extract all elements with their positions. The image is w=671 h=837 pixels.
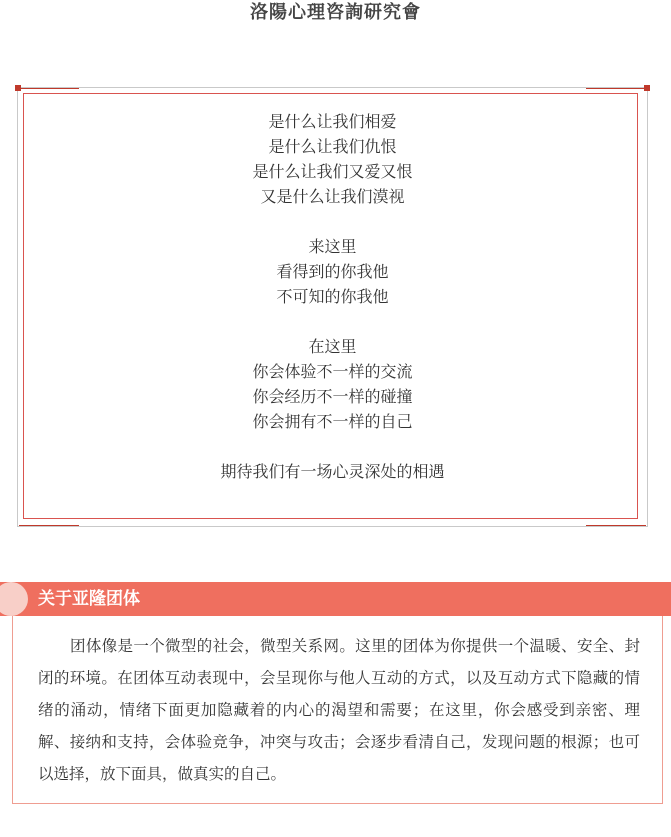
poem-line: 又是什么让我们漠视 xyxy=(260,187,405,206)
poem-line: 期待我们有一场心灵深处的相遇 xyxy=(220,462,445,481)
about-section-title: 关于亚隆团体 xyxy=(38,589,140,609)
poem-line: 是什么让我们仇恨 xyxy=(268,137,397,156)
poem-line: 你会拥有不一样的自己 xyxy=(252,412,413,431)
poem-line: 在这里 xyxy=(308,337,357,356)
accent-line-bottom-left xyxy=(19,525,79,526)
poem-line: 你会体验不一样的交流 xyxy=(252,362,413,381)
poem-stanza-3 xyxy=(17,334,648,434)
poem-frame xyxy=(17,87,648,527)
poem-stanza-1 xyxy=(17,109,648,209)
accent-line-top-left xyxy=(19,88,79,89)
poem-line: 你会经历不一样的碰撞 xyxy=(252,387,413,406)
poem-stanza-2 xyxy=(17,234,648,309)
accent-line-top-right xyxy=(586,88,646,89)
org-title: 洛陽心理咨詢研究會 xyxy=(250,2,421,23)
org-header xyxy=(0,0,671,28)
about-section-body: 团体像是一个微型的社会，微型关系网。这里的团体为你提供一个温暖、安全、封闭的环境。在团体互动表现中，会呈现你与他人互动的方式，以及互动方式下隐藏的情绪的涌动，情绪下面更加隐藏着的内心的渴望和需要；在这里，你会感受到亲密、理解、接纳和支持，会体验竞争，冲突与攻击；会逐步看清自己，发现问题的根源；也可以选择，放下面具，做真实的自己。 xyxy=(38,637,640,783)
poem-stanza-4 xyxy=(17,459,648,484)
poem-line: 不可知的你我他 xyxy=(276,287,389,306)
poem xyxy=(17,109,648,509)
poem-line: 看得到的你我他 xyxy=(276,262,389,281)
poem-line: 是什么让我们又爱又恨 xyxy=(252,162,413,181)
poem-line: 是什么让我们相爱 xyxy=(268,112,397,131)
poem-line: 来这里 xyxy=(308,237,357,256)
accent-line-bottom-right xyxy=(586,525,646,526)
